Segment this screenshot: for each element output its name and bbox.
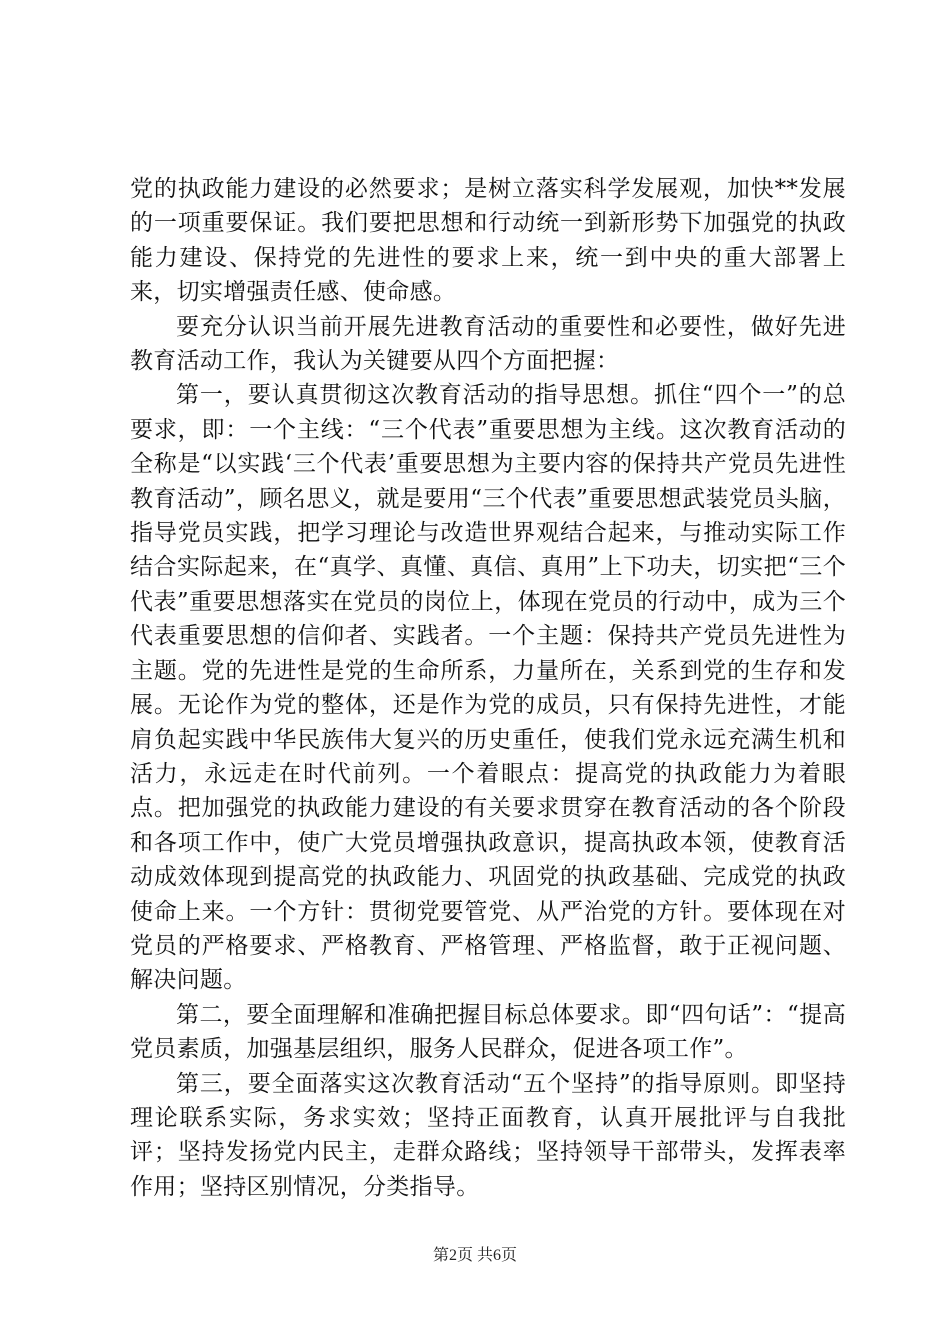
page-number-footer: 第2页 共6页 xyxy=(432,1247,517,1264)
paragraph-point-three: 第三，要全面落实这次教育活动“五个坚持”的指导原则。即坚持理论联系实际，务求实效；坚持正面教育，认真开展批评与自我批评；坚持发扬党内民主，走群众路线；坚持领导干部带头，发挥表率作用；坚持区别情况，分类指导。 xyxy=(130,1070,846,1200)
paragraph-intro: 要充分认识当前开展先进教育活动的重要性和必要性，做好先进教育活动工作，我认为关键要从四个方面把握： xyxy=(130,313,846,375)
document-body xyxy=(130,172,846,1204)
paragraph-continuation: 党的执政能力建设的必然要求；是树立落实科学发展观，加快**发展的一项重要保证。我们要把思想和行动统一到新形势下加强党的执政能力建设、保持党的先进性的要求上来，统一到中央的重大部署上来，切实增强责任感、使命感。 xyxy=(130,176,846,306)
paragraph-point-two: 第二，要全面理解和准确把握目标总体要求。即“四句话”：“提高党员素质，加强基层组织，服务人民群众，促进各项工作”。 xyxy=(130,1001,846,1063)
paragraph-point-one: 第一，要认真贯彻这次教育活动的指导思想。抓住“四个一”的总要求，即：一个主线：“三个代表”重要思想为主线。这次教育活动的全称是“以实践‘三个代表’重要思想为主要内容的保持共产党员先进性教育活动”，顾名思义，就是要用“三个代表”重要思想武装党员头脑，指导党员实践，把学习理论与改造世界观结合起来，与推动实际工作结合实际起来，在“真学、真懂、真信、真用”上下功夫，切实把“三个代表”重要思想落实在党员的岗位上，体现在党员的行动中，成为三个代表重要思想的信仰者、实践者。一个主题：保持共产党员先进性为主题。党的先进性是党的生命所系，力量所在，关系到党的生存和发展。无论作为党的整体，还是作为党的成员，只有保持先进性，才能肩负起实践中华民族伟大复兴的历史重任，使我们党永远充满生机和活力，永远走在时代前列。一个着眼点：提高党的执政能力为着眼点。把加强党的执政能力建设的有关要求贯穿在教育活动的各个阶段和各项工作中，使广大党员增强执政意识，提高执政本领，使教育活动成效体现到提高党的执政能力、巩固党的执政基础、完成党的执政使命上来。一个方针：贯彻党要管党、从严治党的方针。要体现在对党员的严格要求、严格教育、严格管理、严格监督，敢于正视问题、解决问题。 xyxy=(130,382,846,994)
